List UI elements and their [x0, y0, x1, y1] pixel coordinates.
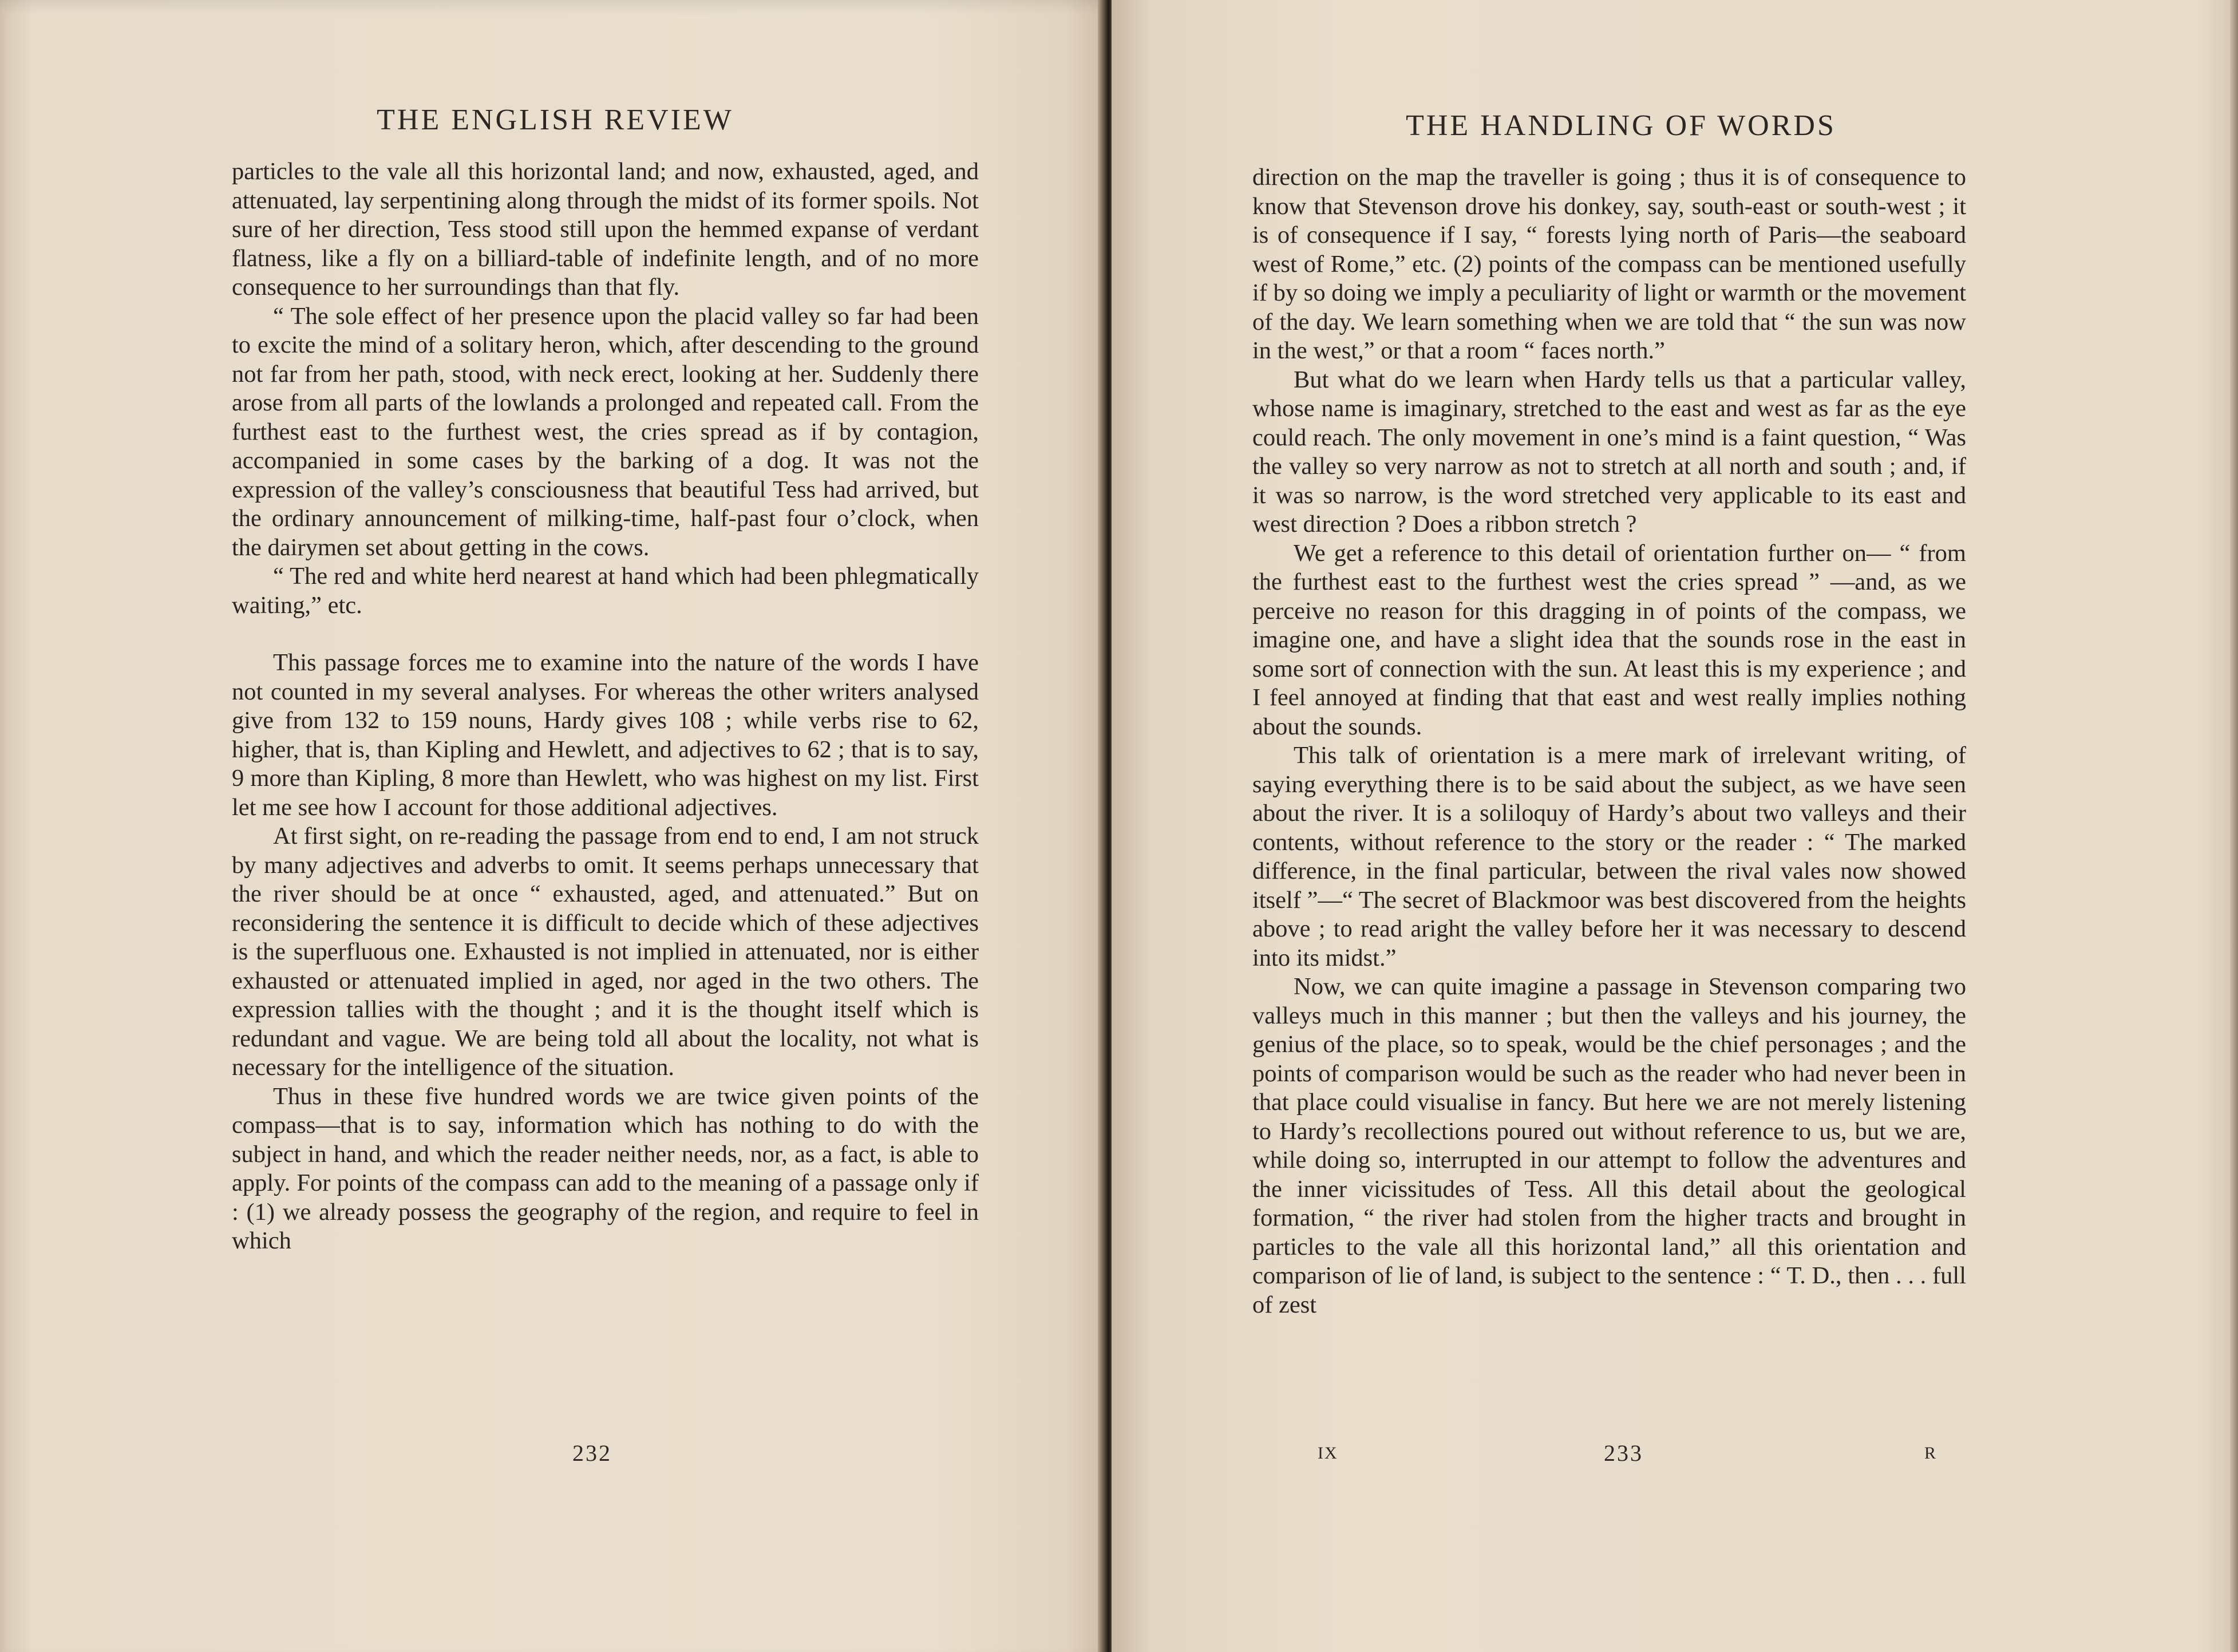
- paragraph: Now, we can quite imagine a passage in Stevenson comparing two valleys much in this manner ; but then the valleys and his journey, the genius of the place, so to speak, would be the chief personages ; and the points of comparison would be such as the reader who had never been in that place could visualise in fancy. But here we are not merely listening to Hardy’s recollections poured out without reference to us, but we are, while doing so, interrupted in our attempt to follow the adventures and the inner vicissitudes of Tess. All this detail about the geological formation, “ the river had stolen from the higher tracts and brought in particles to the vale all this horizontal land,” all this orientation and comparison of lie of land, is subject to the sentence : “ T. D., then . . . full of zest: [1252, 973, 1966, 1318]
- running-head-left: THE ENGLISH REVIEW: [377, 104, 734, 136]
- paragraph: This talk of orientation is a mere mark of irrelevant writing, of saying everything there is to be said about the subject, as we have seen about the river. It is a soliloquy of Hardy’s about two valleys and their contents, without reference to the story or the reader : “ The marked difference, in the final particular, between the rival vales now showed itself ”—“ The secret of Blackmoor was best discovered from the heights above ; to read aright the valley before her it was necessary to descend into its midst.”: [1252, 742, 1966, 971]
- page-number-right: 233: [1604, 1440, 1643, 1466]
- paragraph: “ The red and white herd nearest at hand which had been phlegmatically waiting,” etc.: [232, 563, 979, 619]
- left-page-text: [232, 157, 979, 1256]
- page-edge: [2230, 0, 2238, 1652]
- paragraph: This passage forces me to examine into the nature of the words I have not counted in my several analyses. For whereas the other writers analysed give from 132 to 159 nouns, Hardy gives 108 ; while verbs rise to 62, higher, that is, than Kipling and Hewlett, and adjectives to 62 ; that is to say, 9 more than Kipling, 8 more than Hewlett, who was highest on my list. First let me see how I account for those additional adjectives.: [232, 649, 979, 821]
- paragraph: But what do we learn when Hardy tells us that a particular valley, whose name is imaginary, stretched to the east and west as far as the eye could reach. The only movement in one’s mind is a faint question, “ Was the valley so very narrow as not to stretch at all north and south ; and, if it was so narrow, is the word stretched very applicable to its east and west direction ? Does a ribbon stretch ?: [1252, 366, 1966, 538]
- paragraph: Thus in these five hundred words we are twice given points of the compass—that is to say, information which has nothing to do with the subject in hand, and which the reader neither needs, nor, as a fact, is able to apply. For points of the compass can add to the meaning of a passage only if : (1) we already possess the geography of the region, and require to feel in which: [232, 1082, 979, 1254]
- signature-mark-right: R: [1924, 1444, 1938, 1463]
- signature-mark-left: IX: [1318, 1444, 1338, 1463]
- paragraph: We get a reference to this detail of orientation further on— “ from the furthest east to the furthest west the cries spread ” —and, as we perceive no reason for this dragging in of points of the compass, we imagine one, and have a slight idea that the sounds rose in the east in some sort of connection with the sun. At least this is my experience ; and I feel annoyed at finding that that east and west really implies nothing about the sounds.: [1252, 539, 1966, 740]
- paragraph: At first sight, on re-reading the passage from end to end, I am not struck by many adjectives and adverbs to omit. It seems perhaps unnecessary that the river should be at once “ exhausted, aged, and attenuated.” But on reconsidering the sentence it is difficult to decide which of these adjectives is the superfluous one. Exhausted is not implied in attenuated, nor is either exhausted or attenuated implied in aged, nor aged in the two others. The expression tallies with the thought ; and it is the thought itself which is redundant and vague. We are being told all about the locality, not what is necessary for the intelligence of the situation.: [232, 823, 979, 1081]
- running-head-right: THE HANDLING OF WORDS: [1406, 109, 1836, 142]
- right-page-text: [1252, 163, 1966, 1319]
- right-page: [1112, 0, 2238, 1652]
- section-break: [232, 620, 979, 649]
- paragraph: direction on the map the traveller is going ; thus it is of consequence to know that Stevenson drove his donkey, say, south-east or south-west ; it is of consequence if I say, “ forests lying north of Paris—the seaboard west of Rome,” etc. (2) points of the compass can be mentioned usefully if by so doing we imply a peculiarity of light or warmth or the movement of the day. We learn something when we are told that “ the sun was now in the west,” or that a room “ faces north.”: [1252, 164, 1966, 364]
- page-number-left: 232: [572, 1440, 612, 1466]
- paragraph: “ The sole effect of her presence upon the placid valley so far had been to excite the mind of a solitary heron, which, after descending to the ground not far from her path, stood, with neck erect, looking at her. Suddenly there arose from all parts of the lowlands a prolonged and repeated call. From the furthest east to the furthest west, the cries spread as if by contagion, accompanied in some cases by the barking of a dog. It was not the expression of the valley’s consciousness that beautiful Tess had arrived, but the ordinary announcement of milking-time, half-past four o’clock, when the dairymen set about getting in the cows.: [232, 302, 979, 561]
- left-page: [0, 0, 1108, 1652]
- paragraph: particles to the vale all this horizontal land; and now, exhausted, aged, and attenuated, lay serpentining along through the midst of its former spoils. Not sure of her direction, Tess stood still upon the hemmed expanse of verdant flatness, like a fly on a billiard-table of indefinite length, and of no more consequence to her surroundings than that fly.: [232, 158, 979, 301]
